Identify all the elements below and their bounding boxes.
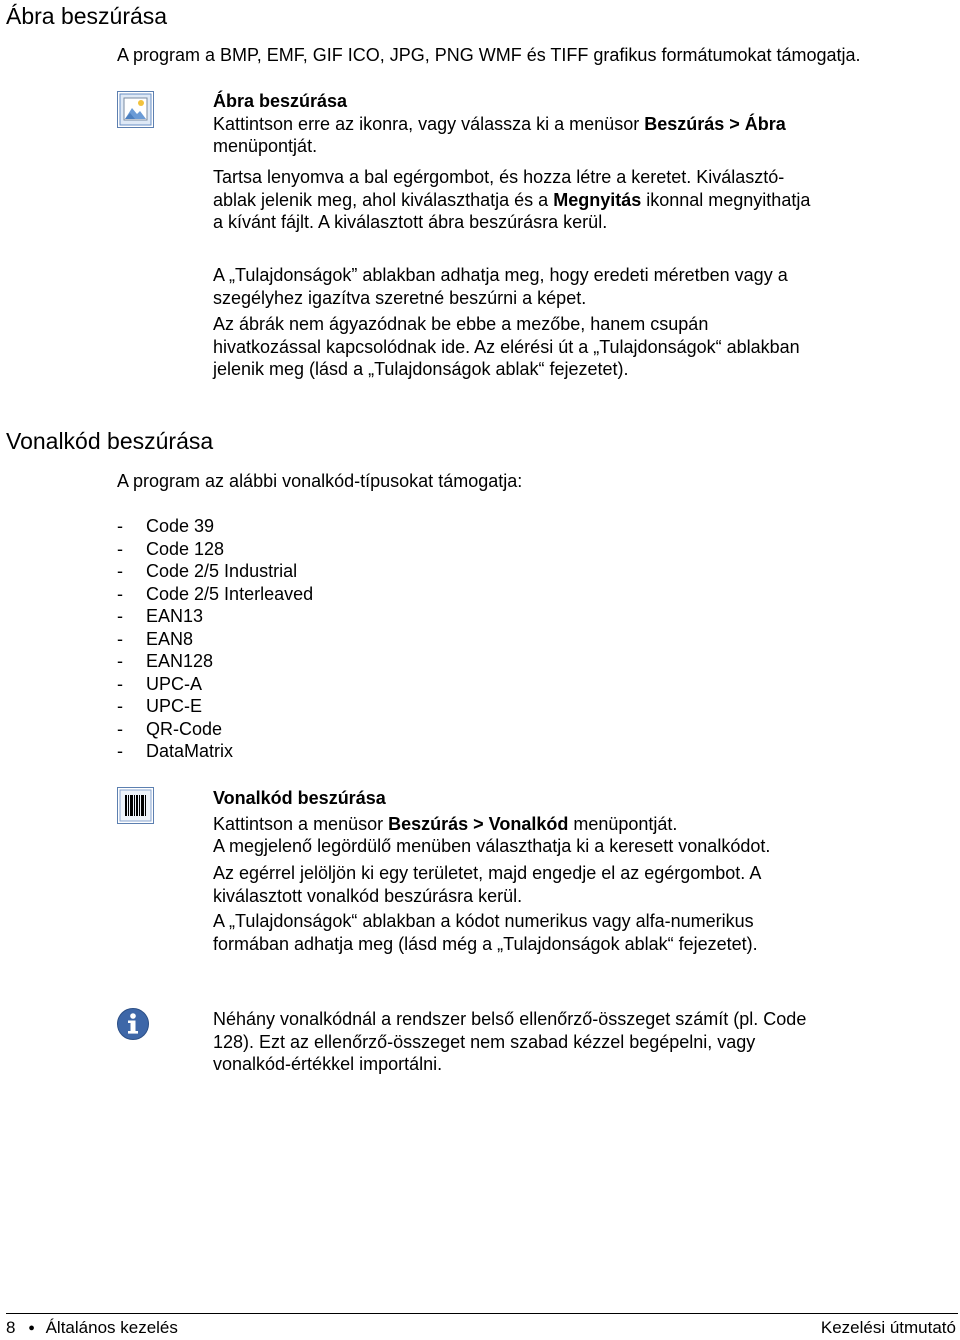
barcode-instructions-3 bbox=[213, 910, 758, 955]
section-intro-image: A program a BMP, EMF, GIF ICO, JPG, PNG WMF és TIFF grafikus formátumokat támogatja. bbox=[117, 45, 861, 65]
list-item: - Code 39 bbox=[117, 516, 215, 536]
barcode-block-title: Vonalkód beszúrása bbox=[213, 788, 386, 808]
note-line-2: 128). Ezt az ellenőrző-összeget nem szabad kézzel begépelni, vagy bbox=[213, 1031, 756, 1052]
chapter-title: Általános kezelés bbox=[45, 1318, 178, 1337]
barcode-instructions-2 bbox=[213, 862, 761, 907]
image-line-1: Kattintson erre az ikonra, vagy válassza ki a menüsor Beszúrás > Ábra bbox=[213, 113, 786, 134]
barcode-line-4: kiválasztott vonalkód beszúrásra kerül. bbox=[213, 885, 523, 906]
footer-left bbox=[6, 1318, 178, 1340]
list-item: - EAN128 bbox=[117, 651, 214, 671]
image-properties-para bbox=[213, 264, 788, 309]
barcode-line-3: Az egérrel jelöljön ki egy területet, majd engedje el az egérgombot. A bbox=[213, 863, 762, 883]
image-line-3: Tartsa lenyomva a bal egérgombot, és hozza létre a keretet. Kiválasztó- bbox=[213, 167, 785, 187]
image-line-5: a kívánt fájlt. A kiválasztott ábra beszúrásra kerül. bbox=[213, 212, 608, 232]
list-item: - Code 2/5 Industrial bbox=[117, 561, 298, 581]
insert-image-icon bbox=[117, 91, 154, 128]
image-props-line-1: A „Tulajdonságok” ablakban adhatja meg, hogy eredeti méretben vagy a bbox=[213, 265, 788, 285]
footer-bullet: ● bbox=[28, 1322, 35, 1334]
image-line-4: ablak jelenik meg, ahol kiválaszthatja és a Megnyitás ikonnal megnyithatja bbox=[213, 189, 811, 210]
barcode-line-2: A megjelenő legördülő menüben választhatja ki a keresett vonalkódot. bbox=[213, 836, 771, 856]
section-heading-barcode: Vonalkód beszúrása bbox=[6, 428, 214, 454]
image-link-para bbox=[213, 313, 800, 381]
list-item: - Code 2/5 Interleaved bbox=[117, 583, 314, 604]
info-icon bbox=[116, 1007, 150, 1041]
footer-divider bbox=[6, 1313, 958, 1314]
barcode-line-1: Kattintson a menüsor Beszúrás > Vonalkód menüpontját. bbox=[213, 813, 678, 834]
barcode-line-6: formában adhatja meg (lásd még a „Tulajdonságok ablak“ fejezetet). bbox=[213, 933, 758, 954]
menu-path-insert-barcode: Beszúrás > Vonalkód bbox=[388, 813, 569, 834]
barcode-line-5: A „Tulajdonságok“ ablakban a kódot numerikus vagy alfa-numerikus bbox=[213, 911, 754, 931]
image-instructions bbox=[213, 90, 786, 158]
list-item: - UPC-E bbox=[117, 696, 203, 716]
image-line-2: menüpontját. bbox=[213, 136, 318, 156]
section-heading-image: Ábra beszúrása bbox=[6, 3, 168, 29]
menu-path-insert-image: Beszúrás > Ábra bbox=[644, 113, 786, 134]
list-item: - DataMatrix bbox=[117, 741, 234, 761]
image-props-line-2: szegélyhez igazítva szeretné beszúrni a képet. bbox=[213, 287, 587, 308]
image-block-title: Ábra beszúrása bbox=[213, 91, 348, 111]
image-instructions-2 bbox=[213, 166, 810, 234]
list-item: - EAN13 bbox=[117, 606, 204, 626]
image-link-line-3: jelenik meg (lásd a „Tulajdonságok ablak“ fejezetet). bbox=[213, 359, 629, 379]
note-line-3: vonalkód-értékkel importálni. bbox=[213, 1054, 443, 1074]
barcode-instructions bbox=[213, 787, 770, 858]
list-item: - QR-Code bbox=[117, 718, 223, 739]
insert-barcode-icon bbox=[117, 787, 154, 824]
list-item: - EAN8 bbox=[117, 628, 194, 649]
list-item: - Code 128 bbox=[117, 538, 225, 559]
manual-title: Kezelési útmutató bbox=[820, 1318, 956, 1337]
image-link-line-2: hivatkozással kapcsolódnak ide. Az elérési út a „Tulajdonságok“ ablakban bbox=[213, 336, 800, 357]
barcode-type-list bbox=[117, 515, 313, 763]
note-line-1: Néhány vonalkódnál a rendszer belső ellenőrző-összeget számít (pl. Code bbox=[213, 1009, 807, 1029]
image-link-line-1: Az ábrák nem ágyazódnak be ebbe a mezőbe, hanem csupán bbox=[213, 314, 709, 334]
open-label: Megnyitás bbox=[553, 189, 642, 210]
page-number: 8 bbox=[6, 1318, 16, 1337]
list-item: - UPC-A bbox=[117, 673, 203, 694]
section-intro-barcode: A program az alábbi vonalkód-típusokat támogatja: bbox=[117, 471, 523, 491]
checksum-note bbox=[213, 1008, 806, 1076]
